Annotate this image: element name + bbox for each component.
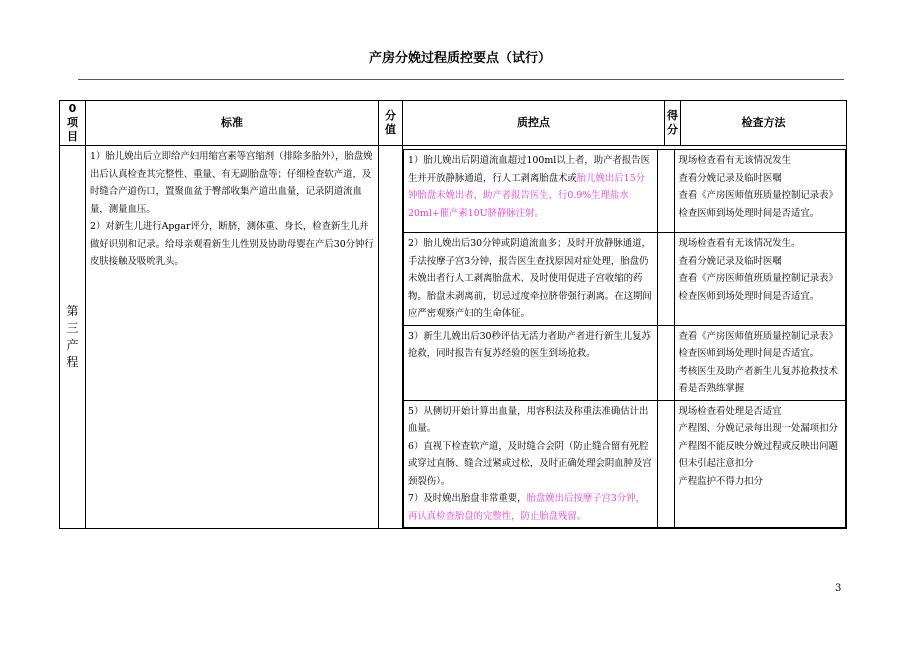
check-method: 现场检查看有无该情况发生。 查看分娩记录及临时医嘱 查看《产房医师值班质量控制记录表》检查医师到场处理时间是否适宜。	[674, 233, 845, 326]
title-rule	[78, 79, 844, 80]
header-row	[60, 101, 847, 146]
inner-table	[403, 149, 846, 528]
control-row	[404, 150, 846, 233]
control-point: 1）胎儿娩出后阴道流血超过100ml以上者，助产者报告医生并开放静脉通道，行人工剥离胎盘术或胎儿娩出后15分钟胎盘未娩出者，助产者报告医生，行0.9%生理盐水20ml+催产素10U脐静脉注射。	[404, 150, 658, 233]
header-got-score: 得 分	[665, 101, 681, 146]
got-score-cell	[658, 233, 675, 326]
header-control-points: 质控点	[403, 101, 665, 146]
control-row	[404, 325, 846, 400]
header-score: 分 值	[379, 101, 403, 146]
control-point: 5）从侧切开始计算出血量，用容积法及称重法准确估计出血量。 6）直视下检查软产道，及时缝合会阴（防止缝合留有死腔或穿过直肠、缝合过紧或过松，及时正确处理会阴血肿及宫颈裂伤）。 7）及时娩出胎盘非常重要，胎盘娩出后按摩子宫3分钟，再认真检查胎盘的完整性，防止胎盘残留。	[404, 400, 658, 528]
control-row	[404, 400, 846, 528]
score-cell	[379, 146, 403, 529]
got-score-cell	[658, 150, 675, 233]
points-method-cell	[403, 146, 847, 529]
header-standard: 标准	[86, 101, 379, 146]
standard-paragraph: 1）胎儿娩出后立即给产妇用缩宫素等宫缩剂（排除多胎外），胎盘娩出后认真检查其完整性、重量、有无副胎盘等；仔细检查软产道，及时缝合产道伤口，置聚血盆于臀部收集产道出血量，记录阴道流血量，测量血压。	[90, 151, 373, 215]
project-cell: 第 三 产 程	[60, 146, 86, 529]
standard-paragraph: 2）对新生儿进行Apgar评分，断脐，测体重、身长，检查新生儿并做好识别和记录。给母亲观看新生儿性别及协助母婴在产后30分钟行皮肤接触及吸吮乳头。	[90, 221, 374, 267]
control-point: 2）胎儿娩出后30分钟或阴道流血多；及时开放静脉通道，手法按摩子宫3分钟，报告医生查找原因对症处理，胎盘仍未娩出者行人工剥离胎盘术、及时使用促进子宫收缩的药物。胎盘未剥离前，切忌过度牵拉脐带强行剥离。在这期间应严密观察产妇的生命体征。	[404, 233, 658, 326]
document-title: 产房分娩过程质控要点（试行）	[368, 51, 551, 66]
got-score-cell	[658, 400, 675, 528]
control-row	[404, 233, 846, 326]
got-score-cell	[658, 325, 675, 400]
check-method: 查看《产房医师值班质量控制记录表》检查医师到场处理时间是否适宜。 考核医生及助产者新生儿复苏抢救技术看是否熟练掌握	[674, 325, 845, 400]
page-number: 3	[835, 583, 842, 594]
header-method: 检查方法	[681, 101, 847, 146]
check-method: 现场检查看有无该情况发生 查看分娩记录及临时医嘱 查看《产房医师值班质量控制记录表》检查医师到场处理时间是否适宜。	[674, 150, 845, 233]
quality-control-table	[59, 100, 847, 529]
header-item: 0 项 目	[60, 101, 86, 146]
control-point: 3）新生儿娩出后30秒评估无活力者助产者进行新生儿复苏抢救，同时报告有复苏经验的医生到场抢救。	[404, 325, 658, 400]
table-row	[60, 146, 847, 529]
check-method: 现场检查看处理是否适宜 产程图、分娩记录每出现一处漏项扣分 产程图不能反映分娩过程或反映出问题但未引起注意扣分 产程监护不得力扣分	[674, 400, 845, 528]
standard-cell	[86, 146, 379, 529]
